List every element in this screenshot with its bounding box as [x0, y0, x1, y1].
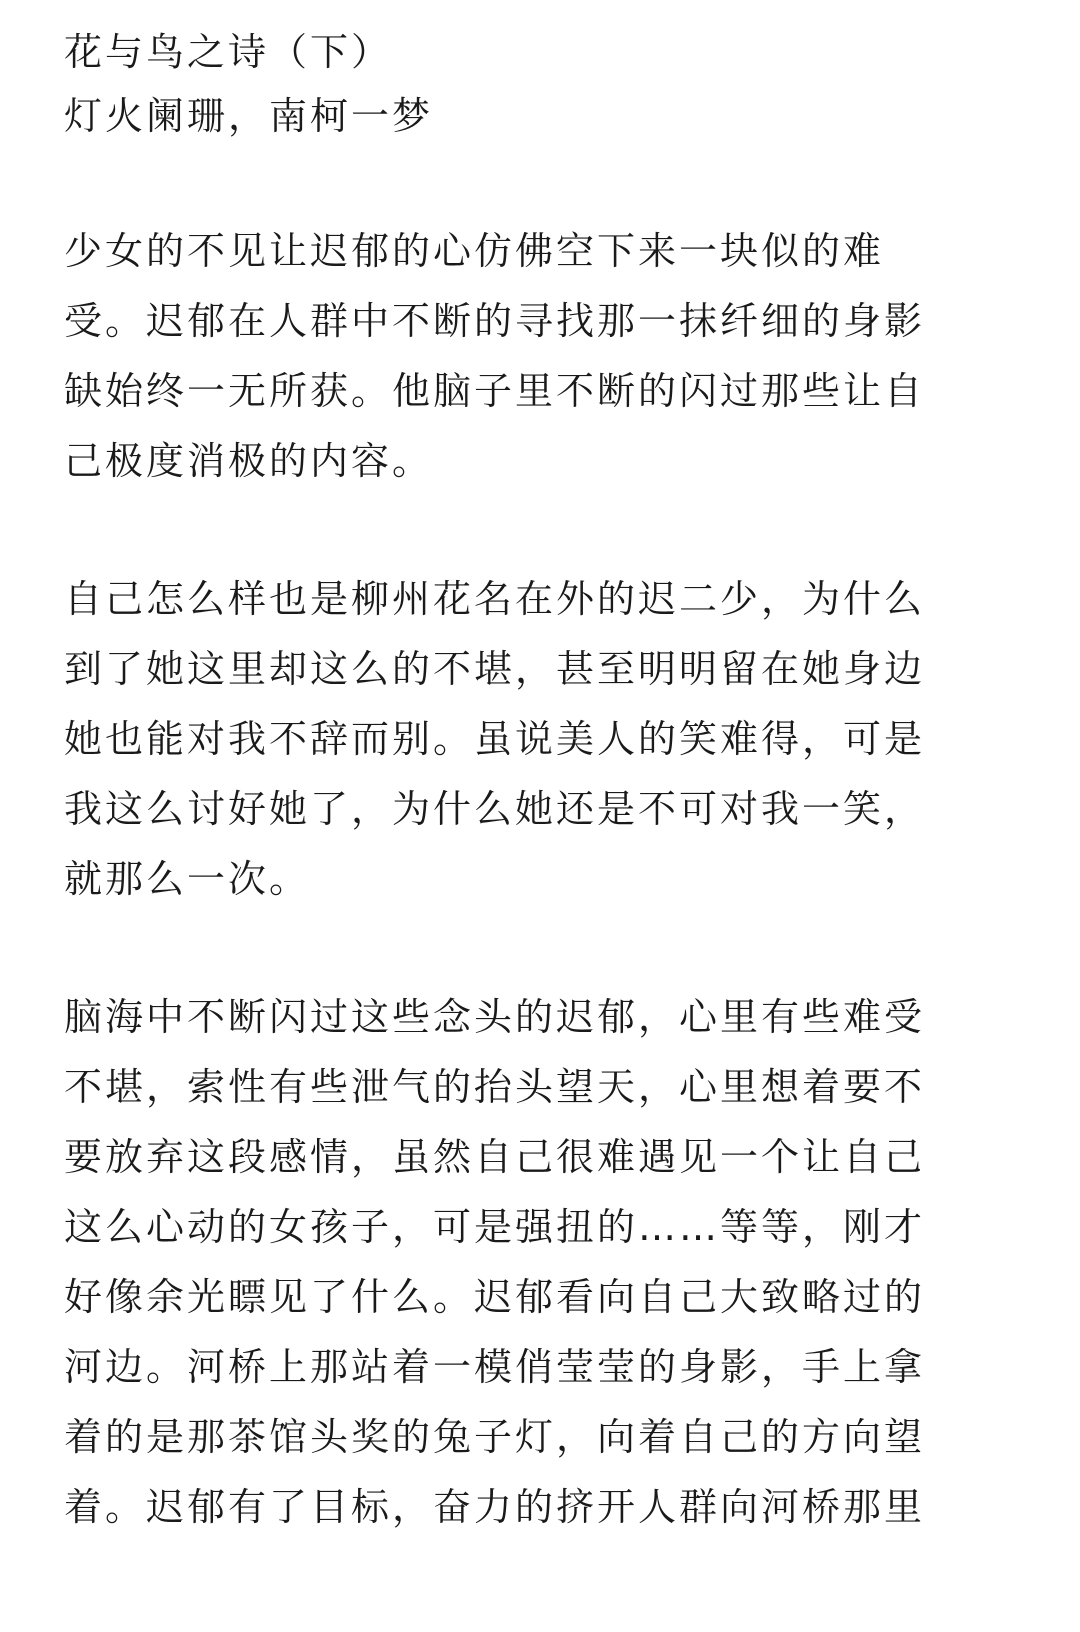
- paragraph-line: 到了她这里却这么的不堪，甚至明明留在她身边: [64, 647, 926, 691]
- paragraph-line: 自己怎么样也是柳州花名在外的迟二少，为什么: [64, 577, 926, 621]
- paragraph-line: 要放弃这段感情，虽然自己很难遇见一个让自己: [64, 1135, 926, 1179]
- paragraph-line: 受。迟郁在人群中不断的寻找那一抹纤细的身影: [64, 299, 926, 343]
- title-block: [64, 20, 954, 148]
- paragraph-line: 我这么讨好她了，为什么她还是不可对我一笑，: [64, 787, 926, 831]
- paragraph-spacer: [64, 148, 954, 216]
- paragraph-line: 好像余光瞟见了什么。迟郁看向自己大致略过的: [64, 1275, 926, 1319]
- document-title: 花与鸟之诗（下）: [64, 30, 393, 74]
- paragraph-line: 就那么一次。: [64, 857, 311, 901]
- paragraph-spacer: [64, 496, 954, 564]
- paragraph-line: 着。迟郁有了目标，奋力的挤开人群向河桥那里: [64, 1485, 926, 1529]
- paragraph-line: 她也能对我不辞而别。虽说美人的笑难得，可是: [64, 717, 926, 761]
- paragraph-line: 着的是那茶馆头奖的兔子灯，向着自己的方向望: [64, 1415, 926, 1459]
- paragraph-line: 脑海中不断闪过这些念头的迟郁，心里有些难受: [64, 995, 926, 1039]
- paragraph-line: 不堪，索性有些泄气的抬头望天，心里想着要不: [64, 1065, 926, 1109]
- paragraph-line: 己极度消极的内容。: [64, 439, 434, 483]
- paragraph-spacer: [64, 914, 954, 982]
- paragraph-1: [64, 216, 954, 496]
- document-body: [64, 20, 954, 1542]
- paragraph-3: [64, 982, 954, 1542]
- paragraph-line: 河边。河桥上那站着一模俏莹莹的身影，手上拿: [64, 1345, 926, 1389]
- author-line: 灯火阑珊，南柯一梦: [64, 94, 434, 138]
- paragraph-2: [64, 564, 954, 914]
- paragraph-line: 这么心动的女孩子，可是强扭的……等等，刚才: [64, 1205, 926, 1249]
- paragraph-line: 缺始终一无所获。他脑子里不断的闪过那些让自: [64, 369, 926, 413]
- paragraph-line: 少女的不见让迟郁的心仿佛空下来一块似的难: [64, 229, 885, 273]
